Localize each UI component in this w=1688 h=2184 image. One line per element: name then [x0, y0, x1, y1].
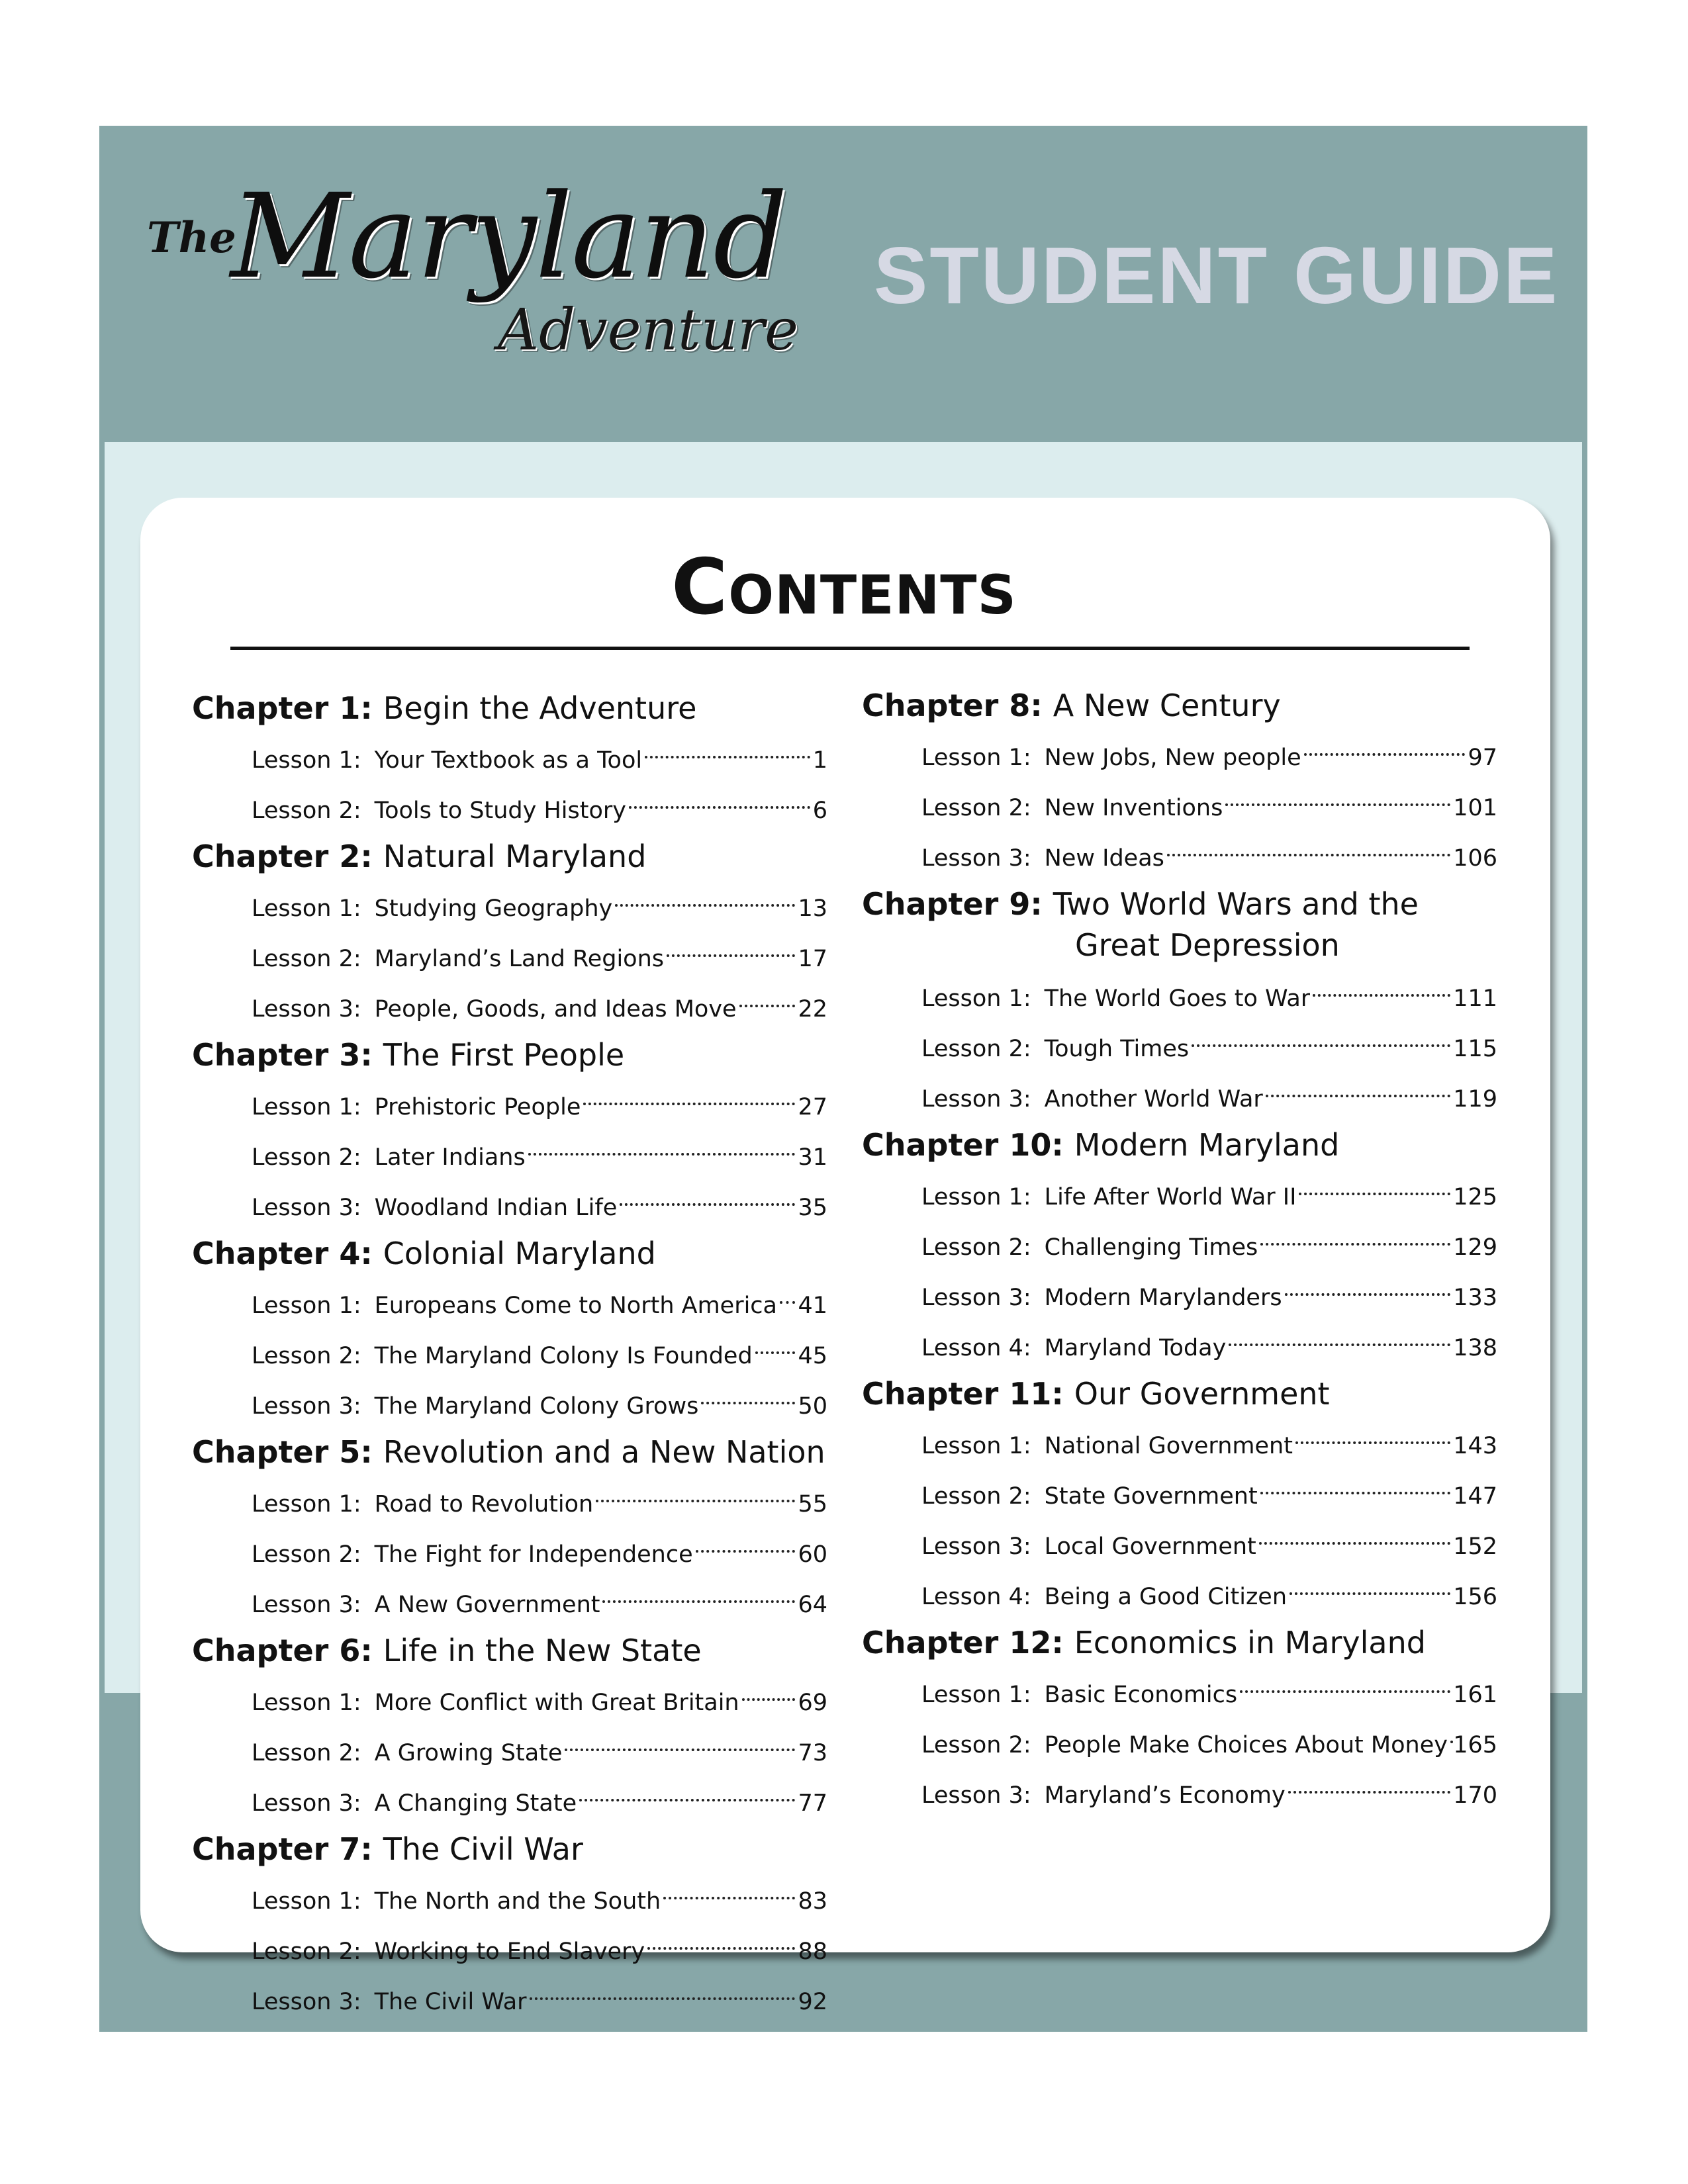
toc-left-column [192, 688, 827, 2028]
chapter-heading [192, 1234, 827, 1273]
chapter-title: Revolution and a New Nation [383, 1434, 825, 1470]
dot-leader [696, 1514, 796, 1553]
lesson-title: Later Indians [374, 1144, 526, 1171]
lesson-number: Lesson 2: [252, 946, 361, 972]
lesson-list [192, 878, 827, 1028]
dot-leader [645, 720, 810, 758]
chapter-title: The First People [383, 1037, 625, 1073]
lesson-title: Road to Revolution [374, 1491, 594, 1518]
dot-leader [1295, 1406, 1450, 1444]
lesson-title: New Ideas [1044, 845, 1164, 872]
lesson-number: Lesson 1: [921, 745, 1031, 771]
lesson-number: Lesson 3: [252, 996, 361, 1023]
lesson-title: New Jobs, New people [1044, 745, 1301, 771]
page-number: 170 [1453, 1782, 1497, 1809]
chapter-label: Chapter 6: [192, 1633, 383, 1668]
page-number: 106 [1453, 845, 1497, 872]
lesson-number: Lesson 3: [921, 1782, 1031, 1809]
lesson-title: Studying Geography [374, 895, 613, 922]
lesson-entry [921, 1764, 1497, 1815]
chapter-label: Chapter 12: [862, 1625, 1074, 1661]
lesson-title: The Maryland Colony Is Founded [374, 1343, 753, 1369]
lesson-entry [921, 1317, 1497, 1367]
dot-leader [1266, 1059, 1450, 1097]
lesson-title: Challenging Times [1044, 1234, 1258, 1261]
lesson-number: Lesson 1: [252, 1293, 361, 1319]
lesson-title: The Fight for Independence [374, 1541, 693, 1568]
lesson-title: Local Government [1044, 1533, 1256, 1560]
chapter-title: Economics in Maryland [1074, 1625, 1426, 1661]
lesson-title: Tools to Study History [374, 797, 626, 824]
chapter-label: Chapter 11: [862, 1376, 1074, 1412]
lesson-number: Lesson 3: [252, 1989, 361, 2015]
lesson-number: Lesson 3: [252, 1393, 361, 1420]
lesson-entry [252, 1772, 827, 1823]
lesson-list [862, 968, 1497, 1118]
chapter-block [192, 1631, 827, 1823]
dot-leader [742, 1662, 796, 1701]
dot-leader [663, 1861, 795, 1899]
chapter-block [192, 1432, 827, 1624]
lesson-number: Lesson 3: [252, 1195, 361, 1221]
lesson-title: The North and the South [374, 1888, 661, 1915]
dot-leader [739, 969, 796, 1007]
chapter-label: Chapter 2: [192, 839, 383, 874]
lesson-number: Lesson 1: [252, 1888, 361, 1915]
lesson-title: The World Goes to War [1044, 985, 1311, 1012]
page-number: 64 [798, 1592, 827, 1618]
lesson-number: Lesson 2: [921, 1732, 1031, 1758]
lesson-list [862, 1664, 1497, 1815]
page-number: 50 [798, 1393, 827, 1420]
lesson-list [192, 729, 827, 830]
dot-leader [647, 1911, 795, 1950]
chapter-block [862, 686, 1504, 878]
chapter-title: Our Government [1074, 1376, 1330, 1412]
lesson-entry [252, 978, 827, 1028]
dot-leader [1225, 768, 1450, 806]
dot-leader [596, 1464, 795, 1502]
lesson-list [192, 1076, 827, 1227]
lesson-title: A New Government [374, 1592, 600, 1618]
chapter-block [862, 1374, 1504, 1616]
page-number: 152 [1453, 1533, 1497, 1560]
dot-leader [1313, 958, 1450, 997]
lesson-number: Lesson 4: [921, 1584, 1031, 1610]
dot-leader [615, 868, 795, 907]
chapter-title: Two World Wars and the [1053, 886, 1419, 922]
chapter-title: Modern Maryland [1074, 1127, 1340, 1163]
page-number: 111 [1453, 985, 1497, 1012]
lesson-title: A Growing State [374, 1740, 563, 1766]
page-number: 156 [1453, 1584, 1497, 1610]
logo-maryland: Maryland [230, 169, 786, 304]
chapter-heading [862, 884, 1504, 966]
dot-leader [579, 1763, 795, 1801]
page-number: 129 [1453, 1234, 1497, 1261]
lesson-number: Lesson 1: [921, 1184, 1031, 1210]
lesson-number: Lesson 2: [252, 797, 361, 824]
dot-leader [620, 1167, 795, 1206]
page-number: 31 [798, 1144, 827, 1171]
lesson-number: Lesson 2: [921, 1036, 1031, 1062]
chapter-block [192, 1234, 827, 1426]
lesson-title: Working to End Slavery [374, 1938, 645, 1965]
dot-leader [1285, 1257, 1451, 1296]
lesson-number: Lesson 2: [252, 1144, 361, 1171]
dot-leader [530, 1962, 796, 2000]
lesson-number: Lesson 1: [252, 895, 361, 922]
lesson-number: Lesson 3: [921, 1533, 1031, 1560]
lesson-number: Lesson 2: [921, 795, 1031, 821]
dot-leader [1259, 1506, 1450, 1545]
dot-leader [602, 1565, 795, 1603]
chapter-title: Life in the New State [383, 1633, 702, 1668]
chapter-block [862, 1623, 1504, 1815]
chapter-heading [192, 1631, 827, 1670]
chapter-label: Chapter 7: [192, 1831, 383, 1867]
dot-leader [780, 1265, 795, 1304]
page-number: 138 [1453, 1335, 1497, 1361]
dot-leader [583, 1067, 795, 1105]
chapter-title: Natural Maryland [383, 839, 647, 874]
lesson-title: Tough Times [1044, 1036, 1190, 1062]
lesson-number: Lesson 1: [252, 1491, 361, 1518]
page-number: 55 [798, 1491, 827, 1518]
dot-leader [1229, 1308, 1450, 1346]
lesson-title: New Inventions [1044, 795, 1223, 821]
page-number: 60 [798, 1541, 827, 1568]
chapter-block [192, 1829, 827, 2021]
logo-the: The [147, 213, 236, 263]
dot-leader [1192, 1009, 1450, 1047]
page-number: 147 [1453, 1483, 1497, 1510]
lesson-number: Lesson 3: [921, 1285, 1031, 1311]
lesson-number: Lesson 1: [921, 985, 1031, 1012]
lesson-title: National Government [1044, 1433, 1293, 1459]
chapter-label: Chapter 4: [192, 1236, 383, 1271]
lesson-number: Lesson 1: [921, 1682, 1031, 1708]
chapter-label: Chapter 5: [192, 1434, 383, 1470]
page-number: 101 [1453, 795, 1497, 821]
chapter-title: A New Century [1053, 688, 1281, 723]
page-number: 83 [798, 1888, 827, 1915]
page-number: 17 [798, 946, 827, 972]
lesson-number: Lesson 1: [921, 1433, 1031, 1459]
lesson-number: Lesson 2: [921, 1483, 1031, 1510]
page-number: 35 [798, 1195, 827, 1221]
page-number: 1 [812, 747, 827, 774]
lesson-title: Maryland Today [1044, 1335, 1227, 1361]
page-number: 45 [798, 1343, 827, 1369]
page-number: 22 [798, 996, 827, 1023]
lesson-number: Lesson 2: [252, 1343, 361, 1369]
page-number: 161 [1453, 1682, 1497, 1708]
lesson-title: The Civil War [374, 1989, 527, 2015]
dot-leader [667, 919, 795, 957]
lesson-entry [252, 780, 827, 830]
lesson-entry [921, 1566, 1497, 1616]
lesson-entry [921, 1664, 1497, 1714]
lesson-title: More Conflict with Great Britain [374, 1690, 739, 1716]
chapter-label: Chapter 3: [192, 1037, 383, 1073]
page-number: 133 [1453, 1285, 1497, 1311]
student-guide-title: STUDENT GUIDE [874, 230, 1560, 320]
dot-leader [629, 770, 810, 809]
lesson-title: Life After World War II [1044, 1184, 1297, 1210]
lesson-title: Being a Good Citizen [1044, 1584, 1288, 1610]
lesson-entry [921, 827, 1497, 878]
lesson-number: Lesson 4: [921, 1335, 1031, 1361]
dot-leader [1260, 1207, 1450, 1246]
dot-leader [1289, 1557, 1450, 1595]
lesson-number: Lesson 2: [252, 1740, 361, 1766]
dot-leader [1240, 1655, 1450, 1693]
chapter-block [192, 1035, 827, 1227]
lesson-list [862, 1166, 1497, 1367]
lesson-entry [252, 1275, 827, 1325]
dot-leader [1299, 1157, 1450, 1195]
lesson-title: People Make Choices About Money [1044, 1732, 1448, 1758]
lesson-number: Lesson 1: [252, 1094, 361, 1120]
lesson-title: People, Goods, and Ideas Move [374, 996, 737, 1023]
lesson-title: Woodland Indian Life [374, 1195, 618, 1221]
page-number: 97 [1468, 745, 1497, 771]
page-number: 115 [1453, 1036, 1497, 1062]
lesson-title: Europeans Come to North America [374, 1293, 778, 1319]
dot-leader [1304, 717, 1466, 756]
lesson-title: State Government [1044, 1483, 1258, 1510]
lesson-number: Lesson 3: [252, 1790, 361, 1817]
lesson-title: Another World War [1044, 1086, 1263, 1113]
lesson-entry [921, 1068, 1497, 1118]
lesson-number: Lesson 2: [252, 1938, 361, 1965]
lesson-entry [252, 1971, 827, 2021]
contents-heading: Contents [671, 543, 1017, 632]
lesson-number: Lesson 2: [252, 1541, 361, 1568]
dot-leader [1260, 1456, 1450, 1494]
page-number: 143 [1453, 1433, 1497, 1459]
lesson-title: Modern Marylanders [1044, 1285, 1282, 1311]
page-number: 92 [798, 1989, 827, 2015]
page-number: 6 [812, 797, 827, 824]
chapter-title: The Civil War [383, 1831, 583, 1867]
dot-leader [528, 1117, 796, 1156]
chapter-label: Chapter 1: [192, 690, 383, 726]
chapter-block [192, 688, 827, 830]
lesson-list [192, 1275, 827, 1426]
lesson-list [862, 1415, 1497, 1616]
lesson-title: Prehistoric People [374, 1094, 581, 1120]
lesson-number: Lesson 3: [252, 1592, 361, 1618]
page-number: 69 [798, 1690, 827, 1716]
chapter-block [862, 1125, 1504, 1367]
page-number: 125 [1453, 1184, 1497, 1210]
logo-adventure: Adventure [498, 297, 798, 363]
page-number: 27 [798, 1094, 827, 1120]
toc-right-column [862, 686, 1504, 1821]
page-number: 165 [1453, 1732, 1497, 1758]
dot-leader [755, 1316, 796, 1354]
lesson-number: Lesson 3: [921, 845, 1031, 872]
lesson-title: Maryland’s Land Regions [374, 946, 665, 972]
dot-leader [1288, 1755, 1451, 1794]
lesson-entry [252, 1375, 827, 1426]
lesson-title: Your Textbook as a Tool [374, 747, 643, 774]
lesson-title: The Maryland Colony Grows [374, 1393, 699, 1420]
page-number: 119 [1453, 1086, 1497, 1113]
chapter-block [862, 884, 1504, 1118]
dot-leader [1167, 818, 1450, 856]
lesson-list [192, 1473, 827, 1624]
lesson-title: Basic Economics [1044, 1682, 1238, 1708]
chapter-title-continued: Great Depression [1075, 927, 1340, 963]
lesson-number: Lesson 1: [252, 1690, 361, 1716]
lesson-number: Lesson 2: [921, 1234, 1031, 1261]
page-number: 41 [798, 1293, 827, 1319]
lesson-list [192, 1870, 827, 2021]
chapter-title: Begin the Adventure [383, 690, 697, 726]
chapter-label: Chapter 9: [862, 886, 1053, 922]
dot-leader [565, 1713, 795, 1751]
page-number: 73 [798, 1740, 827, 1766]
lesson-title: Maryland’s Economy [1044, 1782, 1286, 1809]
page-number: 88 [798, 1938, 827, 1965]
lesson-number: Lesson 3: [921, 1086, 1031, 1113]
lesson-entry [252, 1574, 827, 1624]
page-number: 13 [798, 895, 827, 922]
chapter-label: Chapter 8: [862, 688, 1053, 723]
lesson-number: Lesson 1: [252, 747, 361, 774]
maryland-adventure-logo [147, 169, 816, 377]
lesson-list [862, 727, 1497, 878]
lesson-entry [252, 1177, 827, 1227]
lesson-list [192, 1672, 827, 1823]
chapter-label: Chapter 10: [862, 1127, 1074, 1163]
page-number: 77 [798, 1790, 827, 1817]
lesson-title: A Changing State [374, 1790, 577, 1817]
chapter-block [192, 837, 827, 1028]
heading-rule [230, 647, 1470, 650]
dot-leader [701, 1366, 795, 1404]
chapter-title: Colonial Maryland [383, 1236, 656, 1271]
